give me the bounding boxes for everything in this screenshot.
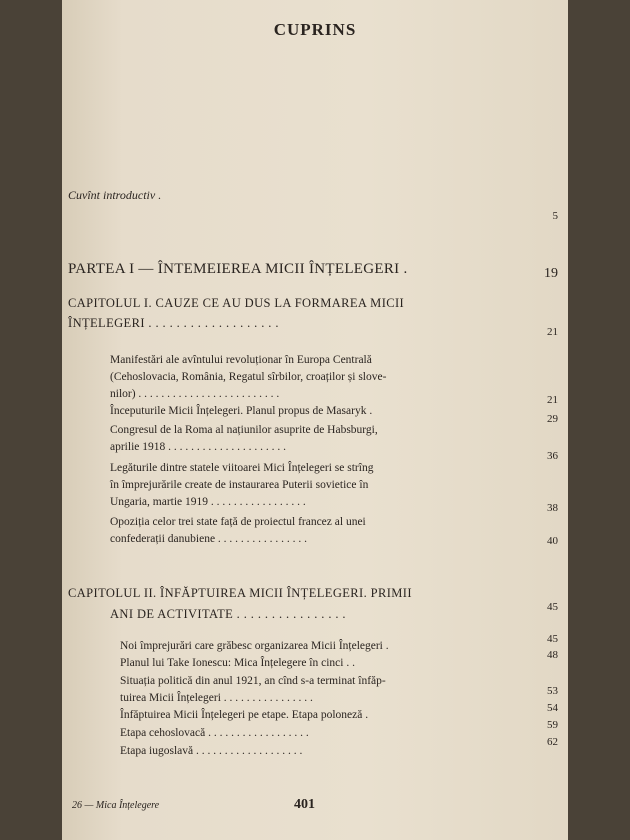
book-page <box>62 0 568 840</box>
toc-entry-line: aprilie 1918 . . . . . . . . . . . . . . . . . . . . . <box>110 441 286 453</box>
page-title: CUPRINS <box>273 20 357 39</box>
toc-page-number: 21 <box>547 394 558 406</box>
toc-entry-line: Congresul de la Roma al națiunilor asuprite de Habsburgi, <box>110 424 378 436</box>
toc-entry-line: Înfăptuirea Micii Înțelegeri pe etape. Etapa poloneză . <box>120 709 369 721</box>
intro-page-number: 5 <box>552 210 558 222</box>
page-number: 401 <box>294 797 315 812</box>
toc-entry-line: Ungaria, martie 1919 . . . . . . . . . . . . . . . . . <box>110 496 306 508</box>
toc-page-number: 38 <box>547 502 558 514</box>
toc-page-number: 29 <box>547 413 558 425</box>
part-heading: PARTEA I — ÎNTEMEIEREA MICII ÎNȚELEGERI . <box>68 261 408 277</box>
toc-entry-line: Etapa iugoslavă . . . . . . . . . . . . . . . . . . . <box>120 745 303 757</box>
toc-entry-line: Începuturile Micii Înțelegeri. Planul propus de Masaryk . <box>110 405 373 417</box>
chapter-page-number: 21 <box>547 326 558 338</box>
toc-entry-line: Planul lui Take Ionescu: Mica Înțelegere în cinci . . <box>120 657 355 669</box>
toc-page-number: 54 <box>547 702 558 714</box>
toc-page-number: 36 <box>547 450 558 462</box>
toc-entry-line: Situația politică din anul 1921, an cînd s-a terminat înfăp- <box>120 675 386 687</box>
chapter-heading-line: ANI DE ACTIVITATE . . . . . . . . . . . . . . . . <box>110 607 346 621</box>
part-page-number: 19 <box>544 266 558 281</box>
toc-entry-line: tuirea Micii Înțelegeri . . . . . . . . . . . . . . . . <box>120 692 313 704</box>
toc-entry-line: Legăturile dintre statele viitoarei Mici Înțelegeri se strîng <box>110 462 374 474</box>
chapter-heading-line: CAPITOLUL II. ÎNFĂPTUIREA MICII ÎNȚELEGERI. PRIMII <box>68 586 412 600</box>
toc-entry-line: nilor) . . . . . . . . . . . . . . . . . . . . . . . . . <box>110 388 280 400</box>
chapter-page-number: 45 <box>547 601 558 613</box>
toc-page-number: 48 <box>547 649 558 661</box>
toc-page-number: 40 <box>547 535 558 547</box>
toc-entry-line: Opoziția celor trei state față de proiectul francez al unei <box>110 516 366 528</box>
toc-page-number: 62 <box>547 736 558 748</box>
chapter-heading-line: CAPITOLUL I. CAUZE CE AU DUS LA FORMAREA MICII <box>68 296 405 310</box>
toc-entry-line: Etapa cehoslovacă . . . . . . . . . . . . . . . . . . <box>120 727 309 739</box>
toc-entry-line: Noi împrejurări care grăbesc organizarea Micii Înțelegeri . <box>120 640 389 652</box>
intro-entry: Cuvînt introductiv . <box>68 188 162 202</box>
signature-mark: 26 — Mica Înțelegere <box>72 800 160 811</box>
toc-entry-line: (Cehoslovacia, România, Regatul sîrbilor, croaților și slove- <box>110 371 387 383</box>
toc-page-number: 53 <box>547 685 558 697</box>
chapter-heading-line: ÎNȚELEGERI . . . . . . . . . . . . . . . . . . . <box>68 316 279 330</box>
toc-page-number: 59 <box>547 719 558 731</box>
toc-page-number: 45 <box>547 633 558 645</box>
toc-entry-line: în împrejurările create de instaurarea Puterii sovietice în <box>110 479 369 491</box>
toc-entry-line: confederații danubiene . . . . . . . . . . . . . . . . <box>110 533 308 545</box>
toc-entry-line: Manifestări ale avîntului revoluționar în Europa Centrală <box>110 354 372 366</box>
